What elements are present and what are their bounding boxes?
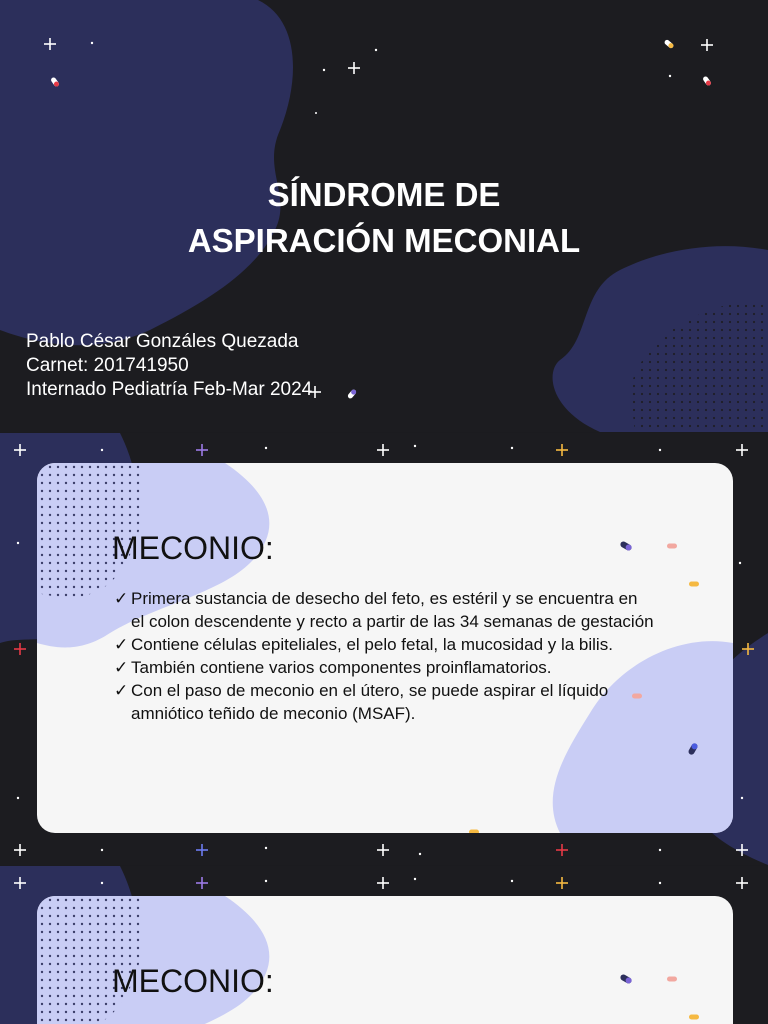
list-item bbox=[114, 656, 654, 679]
card-decoration bbox=[37, 896, 733, 1024]
list-item-text: Primera sustancia de desecho del feto, es estéril y se encuentra en el colon descendente y recto a partir de las 34 semanas de gestación bbox=[131, 589, 654, 631]
bullet-list bbox=[114, 587, 654, 725]
list-item bbox=[114, 679, 654, 725]
checkmark-icon: ✓ bbox=[114, 589, 129, 608]
content-card bbox=[37, 896, 733, 1024]
list-item-text: Contiene células epiteliales, el pelo fetal, la mucosidad y la bilis. bbox=[131, 635, 613, 654]
content-card bbox=[37, 463, 733, 833]
presentation-title bbox=[0, 172, 768, 264]
author-carnet: Carnet: 201741950 bbox=[26, 355, 189, 376]
capsule-icon bbox=[619, 973, 699, 1019]
author-program: Internado Pediatría Feb-Mar 2024 bbox=[26, 379, 313, 400]
checkmark-icon: ✓ bbox=[114, 635, 129, 654]
content-slide-meconio-2 bbox=[0, 866, 768, 1024]
author-block bbox=[26, 330, 312, 402]
list-item-text: También contiene varios componentes proinflamatorios. bbox=[131, 658, 552, 677]
checkmark-icon: ✓ bbox=[114, 658, 129, 677]
list-item bbox=[114, 587, 654, 633]
list-item-text: Con el paso de meconio en el útero, se puede aspirar el líquido amniótico teñido de meconio (MSAF). bbox=[131, 681, 609, 723]
title-slide bbox=[0, 0, 768, 432]
title-line-2: ASPIRACIÓN MECONIAL bbox=[187, 222, 581, 259]
title-line-1: SÍNDROME DE bbox=[267, 176, 501, 213]
list-item bbox=[114, 633, 654, 656]
section-heading: MECONIO: bbox=[112, 530, 274, 566]
section-heading: MECONIO: bbox=[112, 963, 274, 999]
content-slide-meconio bbox=[0, 433, 768, 865]
checkmark-icon: ✓ bbox=[114, 681, 129, 700]
author-name: Pablo César Gonzáles Quezada bbox=[26, 331, 299, 352]
